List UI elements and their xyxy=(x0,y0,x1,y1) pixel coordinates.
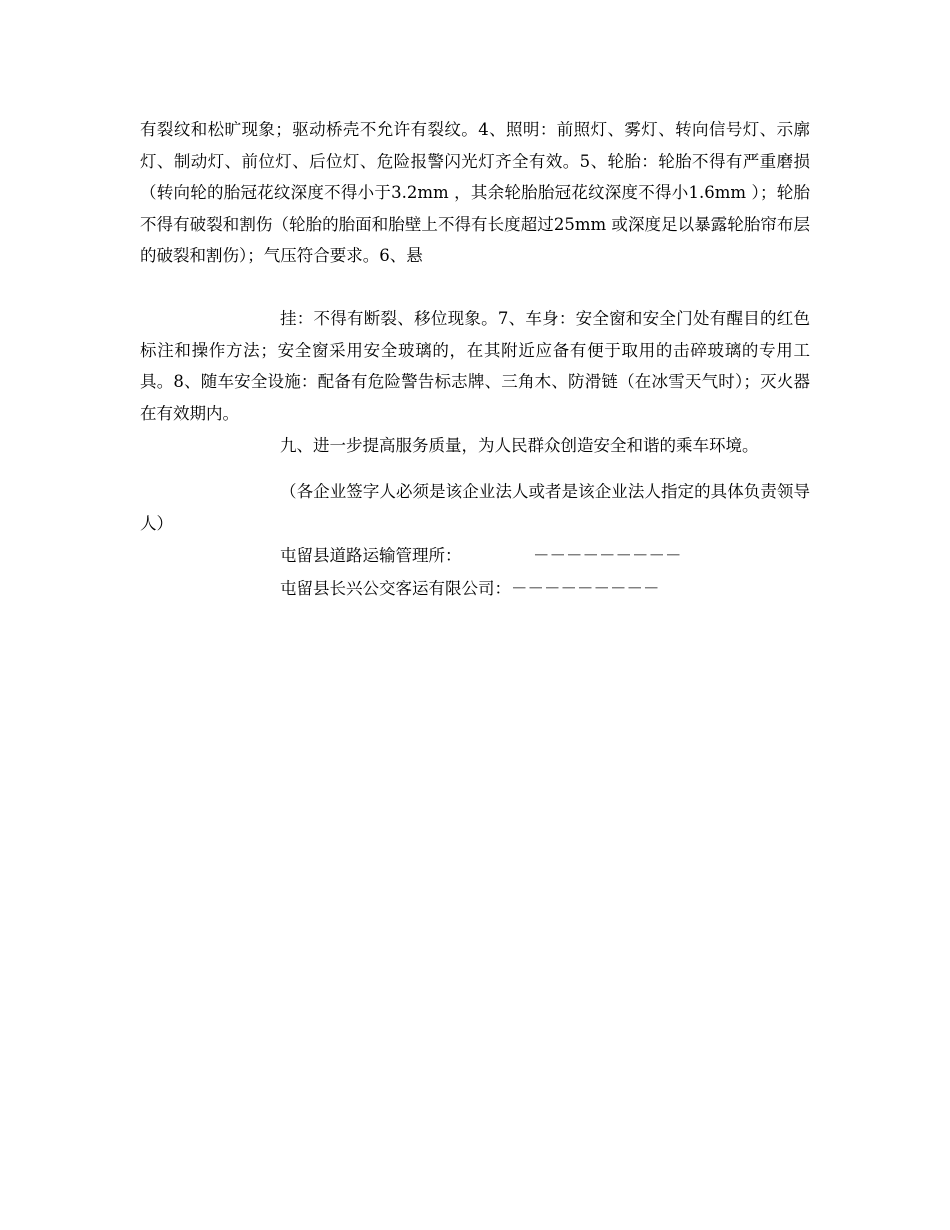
signature-org-name: 屯留县长兴公交客运有限公司： xyxy=(280,579,511,598)
signature-org-name: 屯留县道路运输管理所： xyxy=(280,546,462,565)
item-nine-paragraph: 九、进一步提高服务质量，为人民群众创造安全和谐的乘车环境。 xyxy=(280,436,759,455)
signature-blank: －－－－－－－－－ xyxy=(533,546,682,565)
signature-blank: －－－－－－－－－ xyxy=(511,579,660,598)
inspection-paragraph-part-1: 有裂纹和松旷现象；驱动桥壳不允许有裂纹。4、照明：前照灯、雾灯、转向信号灯、示廓灯、制动灯、前位灯、后位灯、危险报警闪光灯齐全有效。5、轮胎：轮胎不得有严重磨损（转向轮的胎冠花纹深度不得小于3.2mm ，其余轮胎胎冠花纹深度不得小1.6mm ）；轮胎不得有破裂和割伤（轮胎的胎面和胎壁上不得有长度超过25mm 或深度足以暴露轮胎帘布层的破裂和割伤）；气压符合要求。6、悬 xyxy=(140,120,810,265)
signature-line-bus-company xyxy=(280,573,660,605)
inspection-paragraph-part-2: 挂：不得有断裂、移位现象。7、车身：安全窗和安全门处有醒目的红色标注和操作方法；安全窗采用安全玻璃的，在其附近应备有便于取用的击碎玻璃的专用工具。8、随车安全设施：配备有危险警告标志牌、三角木、防滑链（在冰雪天气时）；灭火器在有效期内。 xyxy=(140,309,810,423)
signature-line-transport-office xyxy=(280,540,682,572)
signatory-note: （各企业签字人必须是该企业法人或者是该企业法人指定的具体负责领导人） xyxy=(140,482,810,533)
